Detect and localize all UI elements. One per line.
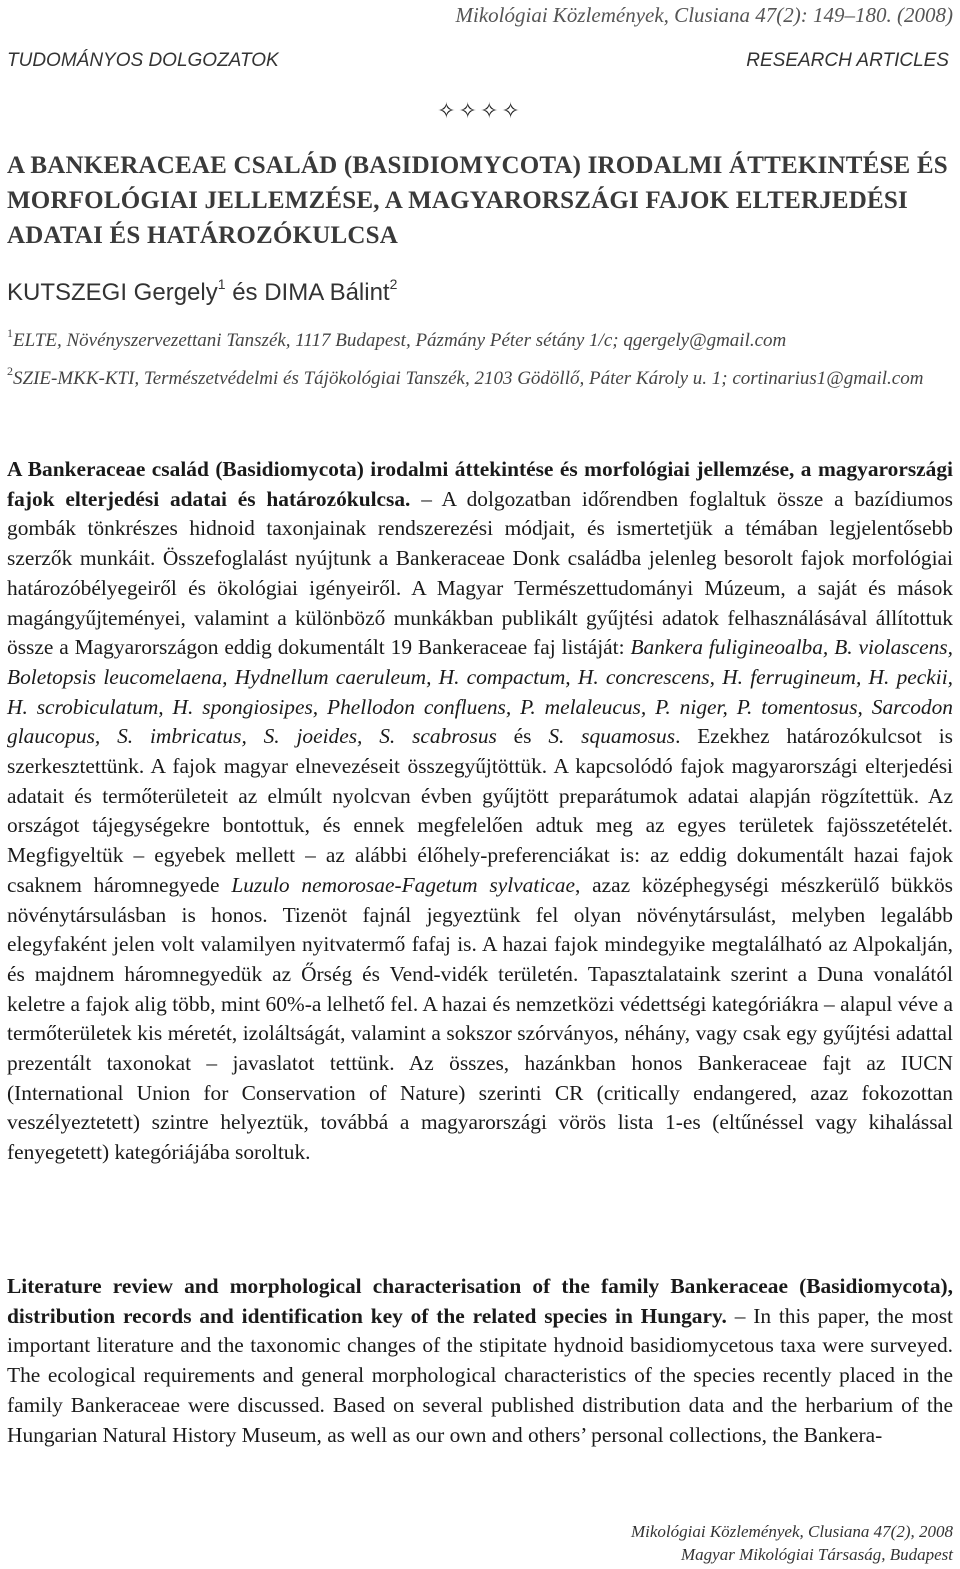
species-joiner: és (496, 724, 549, 749)
habitat-name: Luzulo nemorosae-Fagetum sylvaticae (231, 872, 575, 897)
abstract-hu-title: A Bankeraceae család (Basidiomycota) irodalmi áttekintése és morfológiai jellemzése, a magyarországi fajok elterjedési adatai és határozókulcsa. (7, 457, 953, 511)
abstract-en-title: Literature review and morphological characterisation of the family Bankeraceae (Basidiomycota), distribution records and identification key of the related species in Hungary. (7, 1274, 953, 1328)
author-line (7, 276, 397, 307)
affiliation-2 (7, 356, 953, 394)
author-joiner: és (232, 279, 258, 306)
abstract-hu-text-1: – A dolgozatban időrendben foglaltuk össze a bazídiumos gombák tönkrészes hidnoid taxonjainak rendszerezési módjait, és ismertetjük a témában legjelentősebb szerzők munkáit. Összefoglalást nyújtunk a Bankeraceae Donk családba jelenleg besorolt fajok morfológiai határozóbélyegeiről és ökológiai igényeiről. A Magyar Természettudományi Múzeum, a saját és mások magángyűjteményei, valamint a különböző munkákban publikált gyűjtési adatok felhasználásával állítottuk össze a Magyarországon eddig dokumentált 19 Bankeraceae faj listáját: (7, 486, 953, 660)
affiliation-text: ELTE, Növényszervezettani Tanszék, 1117 Budapest, Pázmány Péter sétány 1/c; qgergely@gmail.com (13, 330, 787, 351)
affiliation-mark: 1 (7, 326, 13, 340)
abstract-hungarian (7, 455, 953, 1168)
section-label-en: RESEARCH ARTICLES (746, 50, 949, 71)
page-footer (631, 1520, 953, 1566)
section-label-hu: TUDOMÁNYOS DOLGOZATOK (7, 50, 279, 71)
author-mark: 1 (217, 276, 226, 292)
footer-publisher: Magyar Mikológiai Társaság, Budapest (681, 1545, 953, 1564)
author-name: KUTSZEGI Gergely (7, 279, 218, 306)
article-title: A BANKERACEAE CSALÁD (BASIDIOMYCOTA) IRODALMI ÁTTEKINTÉSE ÉS MORFOLÓGIAI JELLEMZÉSE, A MAGYARORSZÁGI FAJOK ELTERJEDÉSI ADATAI ÉS HATÁROZÓKULCSA (7, 152, 948, 249)
abstract-english (7, 1272, 953, 1450)
author-name: DIMA Bálint (264, 279, 390, 306)
abstract-en-text: – In this paper, the most important literature and the taxonomic changes of the stipitate hydnoid basidiomycetous taxa were surveyed. The ecological requirements and general morphological characteristics of the species recently placed in the family Bankeraceae were discussed. Based on several published distribution data and the herbarium of the Hungarian Natural History Museum, as well as our own and others’ personal collections, the Bankera- (7, 1303, 953, 1447)
species-list: Bankera fuligineoalba, B. violascens, Boletopsis leucomelaena, Hydnellum caeruleum, H. compactum, H. concrescens, H. ferrugineum, H. peckii, H. scrobiculatum, H. spongiosipes, Phellodon confluens, P. melaleucus, P. niger, P. tomentosus, Sarcodon glaucopus, S. imbricatus, S. joeides, S. scabrosus (7, 635, 953, 749)
abstract-hu-text-3: , azaz középhegységi mészkerülő bükkös növénytársulásban is honos. Tizenöt fajnál jegyeztünk fel olyan növénytársulást, melyben legalább elegyfaként jelen volt valamilyen nyitvatermő fafaj is. A hazai fajok mindegyike megtalálható az Alpokalján, és majdnem háromnegyedük az Őrség és Vend-vidék területén. Tapasztalataink szerint a Duna vonalától keletre a fajok alig több, mint 60%-a lelhető fel. A hazai és nemzetközi védettségi kategóriákra – alapul véve a termőterületek kis méretét, izoláltságát, valamint a sokszor szórványos, néhány, vagy csak egy gyűjtési adattal prezentált taxonokat – javaslatot tettünk. Az összes, hazánkban honos Bankeraceae fajt az IUCN (International Union for Conservation of Nature) szerinti CR (critically endangered, azaz fokozottan veszélyeztetett) szintre helyeztük, továbbá a magyarországi vörös lista 1-es (eltűnéssel vagy kihalással fenyegetett) kategóriájába soroltuk. (7, 872, 953, 1165)
species-last: S. squamosus (548, 724, 676, 749)
affiliation-1 (7, 318, 953, 356)
affiliations (7, 318, 953, 394)
affiliation-mark: 2 (7, 364, 13, 378)
decorative-ornament: ✧✧✧✧ (437, 98, 523, 123)
abstract-hu-text-2: . Ezekhez határozókulcsot is szerkesztettünk. A fajok magyar elnevezéseit összegyűjtöttük. A kapcsolódó fajok magyarországi elterjedési adatait és termőterületeit az elmúlt nyolcvan évben gyűjtött preparátumok adatai alapján rögzítettük. Az országot tájegységekre bontottuk, és ennek megfelelően adtuk meg az egyes területek fajösszetételét. Megfigyeltük – egyebek mellett – az alábbi élőhely-preferenciákat is: az eddig dokumentált hazai fajok csaknem háromnegyede (7, 724, 953, 897)
affiliation-text: SZIE-MKK-KTI, Természetvédelmi és Tájökológiai Tanszék, 2103 Gödöllő, Páter Károly u. 1; cortinarius1@gmail.com (13, 368, 924, 389)
journal-reference: Mikológiai Közlemények, Clusiana 47(2): 149–180. (2008) (455, 3, 953, 27)
footer-journal: Mikológiai Közlemények, Clusiana 47(2), 2008 (630, 1522, 953, 1541)
author-mark: 2 (389, 276, 398, 292)
